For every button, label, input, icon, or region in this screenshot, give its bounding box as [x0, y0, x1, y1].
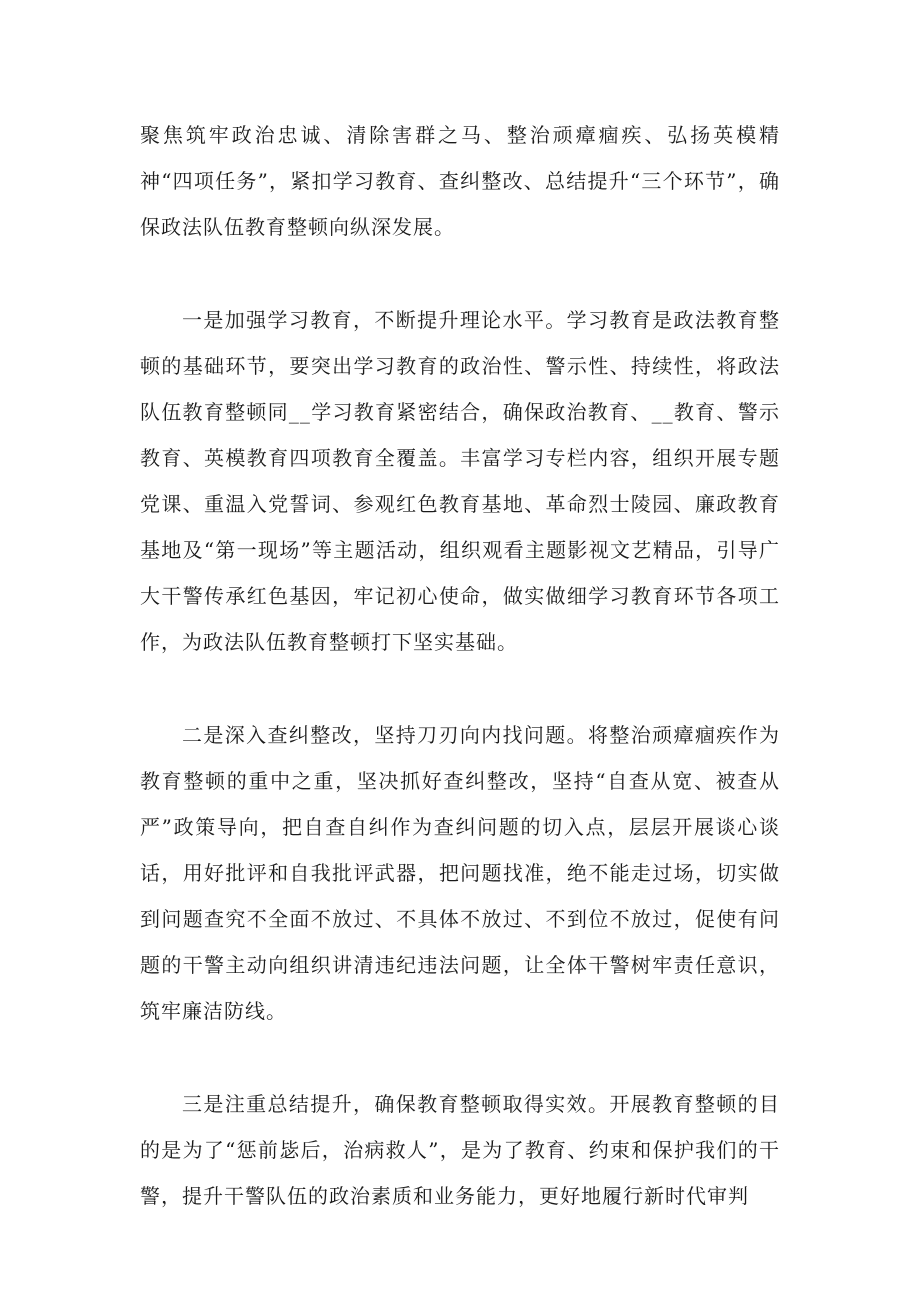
- paragraph-study-education: 一是加强学习教育，不断提升理论水平。学习教育是政法教育整顿的基础环节，要突出学习教育的政治性、警示性、持续性，将政法队伍教育整顿同__学习教育紧密结合，确保政治教育、__教育、警示教育、英模教育四项教育全覆盖。丰富学习专栏内容，组织开展专题党课、重温入党誓词、参观红色教育基地、革命烈士陵园、廉政教育基地及“第一现场”等主题活动，组织观看主题影视文艺精品，引导广大干警传承红色基因，牢记初心使命，做实做细学习教育环节各项工作，为政法队伍教育整顿打下坚实基础。: [140, 308, 780, 654]
- paragraph-intro-continuation: 聚焦筑牢政治忠诚、清除害群之马、整治顽瘴痼疾、弘扬英模精神“四项任务”，紧扣学习教育、查纠整改、总结提升“三个环节”，确保政法队伍教育整顿向纵深发展。: [140, 123, 780, 239]
- paragraph-rectification: 二是深入查纠整改，坚持刀刃向内找问题。将整治顽瘴痼疾作为教育整顿的重中之重，坚决抓好查纠整改，坚持“自查从宽、被查从严”政策导向，把自查自纠作为查纠问题的切入点，层层开展谈心谈话，用好批评和自我批评武器，把问题找准，绝不能走过场，切实做到问题查究不全面不放过、不具体不放过、不到位不放过，促使有问题的干警主动向组织讲清违纪违法问题，让全体干警树牢责任意识，筑牢廉洁防线。: [140, 723, 780, 1023]
- paragraph-summary-improvement: 三是注重总结提升，确保教育整顿取得实效。开展教育整顿的目的是为了“惩前毖后，治病救人”，是为了教育、约束和保护我们的干警，提升干警队伍的政治素质和业务能力，更好地履行新时代审判: [140, 1092, 780, 1208]
- document-body: [140, 112, 780, 1266]
